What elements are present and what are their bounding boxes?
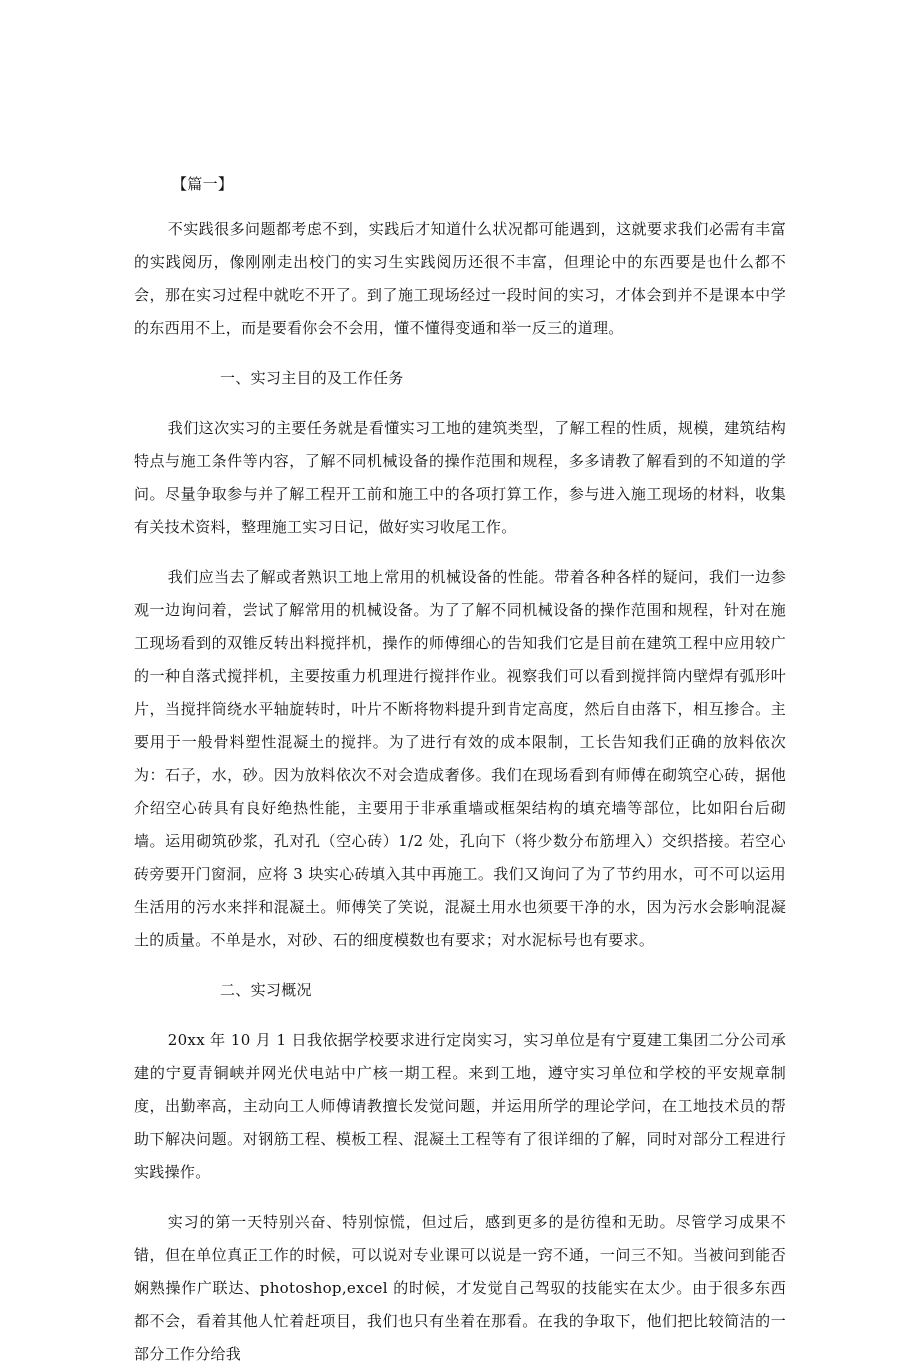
section-label: 【篇一】: [172, 175, 234, 193]
spacer: [134, 1007, 786, 1024]
heading-overview: 二、实习概况: [220, 981, 312, 999]
spacer: [134, 345, 786, 362]
spacer: [134, 544, 786, 561]
paragraph-machinery: 我们应当去了解或者熟识工地上常用的机械设备的性能。带着各种各样的疑问，我们一边参观一边询问着，尝试了解常用的机械设备。为了了解不同机械设备的操作范围和规程，针对在施工现场看到的双锥反转出料搅拌机，操作的师傅细心的告知我们它是目前在建筑工程中应用较广的一种自落式搅拌机，主要按重力机理进行搅拌作业。视察我们可以看到搅拌筒内壁焊有弧形叶片，当搅拌筒绕水平轴旋转时，叶片不断将物料提升到肯定高度，然后自由落下，相互掺合。主要用于一般骨料塑性混凝土的搅拌。为了进行有效的成本限制，工长告知我们正确的放料依次为：石子，水，砂。因为放料依次不对会造成奢侈。我们在现场看到有师傅在砌筑空心砖，据他介绍空心砖具有良好绝热性能，主要用于非承重墙或框架结构的填充墙等部位，比如阳台后砌墙。运用砌筑砂浆，孔对孔（空心砖）1/2 处，孔向下（将少数分布筋埋入）交织搭接。若空心砖旁要开门窗洞，应将 3 块实心砖填入其中再施工。我们又询问了为了节约用水，可不可以运用生活用的污水来拌和混凝土。师傅笑了笑说，混凝土用水也须要干净的水，因为污水会影响混凝土的质量。不单是水，对砂、石的细度模数也有要求；对水泥标号也有要求。: [134, 568, 786, 949]
spacer: [134, 395, 786, 412]
paragraph-first-day: 实习的第一天特别兴奋、特别惊慌，但过后，感到更多的是彷徨和无助。尽管学习成果不错，但在单位真正工作的时候，可以说对专业课可以说是一窍不通，一问三不知。当被问到能否娴熟操作广联达、photoshop,excel 的时候，才发觉自己驾驭的技能实在太少。由于很多东西都不会，看着其他人忙着赶项目，我们也只有坐着在那看。在我的争取下，他们把比较简洁的一部分工作分给我: [134, 1213, 786, 1363]
document-body: [134, 168, 786, 1371]
paragraph-main-tasks: 我们这次实习的主要任务就是看懂实习工地的建筑类型，了解工程的性质，规模，建筑结构特点与施工条件等内容，了解不同机械设备的操作范围和规程，多多请教了解看到的不知道的学问。尽量争取参与并了解工程开工前和施工中的各项打算工作，参与进入施工现场的材料，收集有关技术资料，整理施工实习日记，做好实习收尾工作。: [134, 419, 786, 536]
heading-purpose-and-tasks: 一、实习主目的及工作任务: [220, 369, 404, 387]
spacer: [134, 1189, 786, 1206]
paragraph-intro: 不实践很多问题都考虑不到，实践后才知道什么状况都可能遇到，这就要求我们必需有丰富的实践阅历，像刚刚走出校门的实习生实践阅历还很不丰富，但理论中的东西要是也什么都不会，那在实习过程中就吃不开了。到了施工现场经过一段时间的实习，才体会到并不是课本中学的东西用不上，而是要看你会不会用，懂不懂得变通和举一反三的道理。: [134, 220, 786, 337]
spacer: [134, 201, 786, 213]
spacer: [134, 957, 786, 974]
paragraph-internship-unit: 20xx 年 10 月 1 日我依据学校要求进行定岗实习，实习单位是有宁夏建工集团二分公司承建的宁夏青铜峡并网光伏电站中广核一期工程。来到工地，遵守实习单位和学校的平安规章制度，出勤率高，主动向工人师傅请教擅长发觉问题，并运用所学的理论学问，在工地技术员的帮助下解决问题。对钢筋工程、模板工程、混凝土工程等有了很详细的了解，同时对部分工程进行实践操作。: [134, 1031, 786, 1181]
